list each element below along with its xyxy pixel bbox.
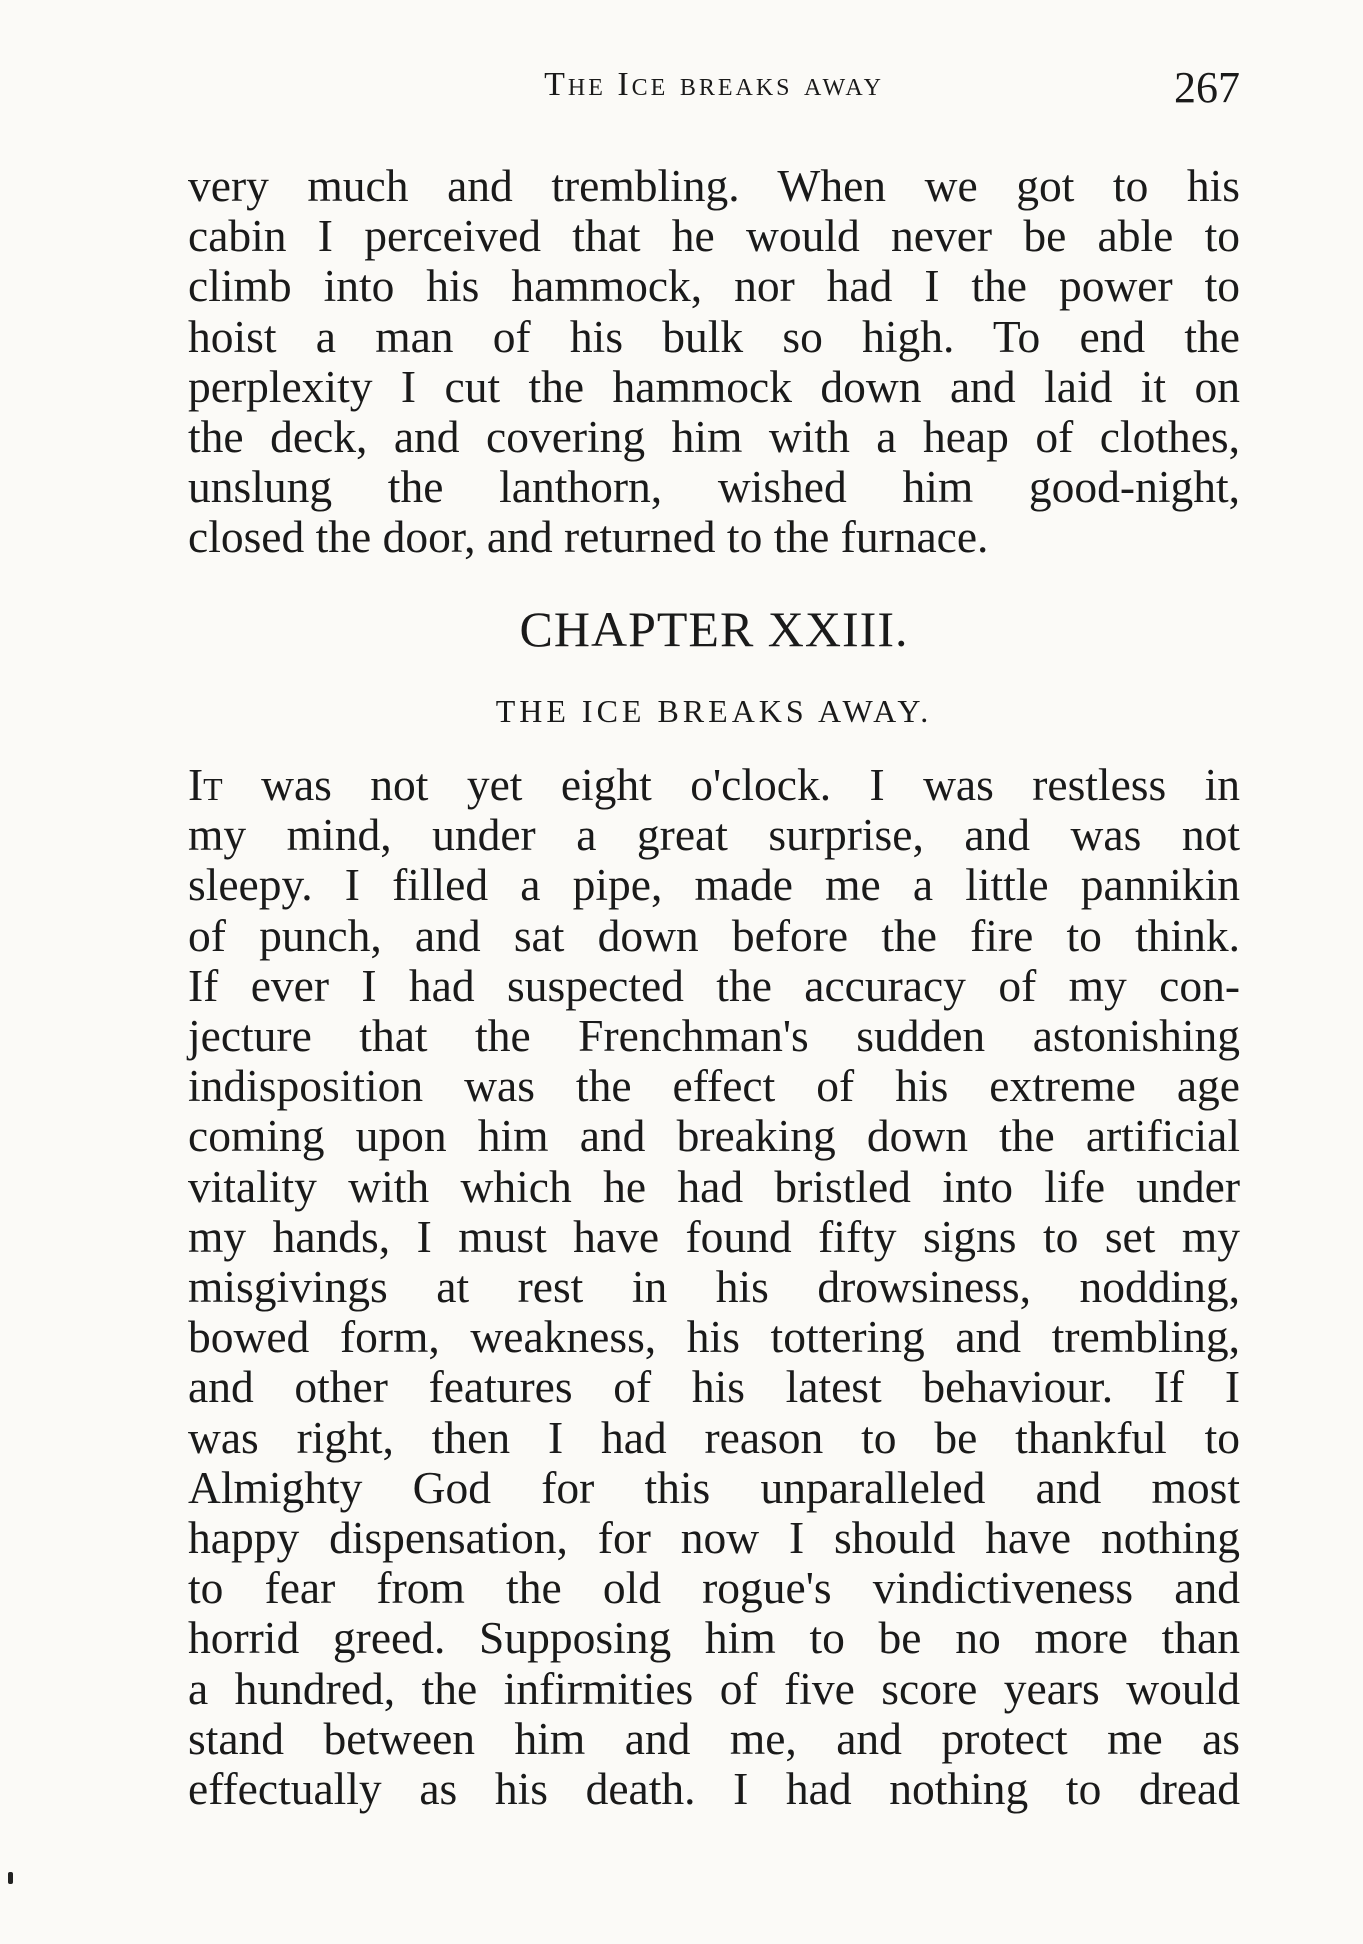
text-line: If ever I had suspected the accuracy of my con-: [188, 959, 1240, 1011]
text-line: vitality with which he had bristled into life under: [188, 1160, 1240, 1212]
text-line: cabin I perceived that he would never be able to: [188, 210, 1240, 262]
text-line: [188, 760, 1240, 810]
text-line: effectually as his death. I had nothing to dread: [188, 1763, 1240, 1815]
page-number: 267: [1174, 63, 1240, 112]
chapter-subtitle: THE ICE BREAKS AWAY.: [495, 693, 933, 729]
text-line: happy dispensation, for now I should have nothing: [188, 1512, 1240, 1564]
running-head: [188, 62, 1240, 122]
text-line: the deck, and covering him with a heap of clothes,: [188, 411, 1240, 463]
text-line: my mind, under a great surprise, and was not: [188, 809, 1240, 861]
text-line: closed the door, and returned to the furnace.: [188, 511, 989, 563]
lead-word: It: [188, 759, 223, 810]
chapter-opening-paragraph: [188, 760, 1240, 1814]
text-line: Almighty God for this unparalleled and most: [188, 1461, 1240, 1513]
text-line: coming upon him and breaking down the artificial: [188, 1110, 1240, 1162]
text-line: to fear from the old rogue's vindictiveness and: [188, 1562, 1240, 1614]
first-line-rest: was not yet eight o'clock. I was restless in: [222, 759, 1240, 810]
ink-speck: [8, 1872, 13, 1884]
running-title: The Ice breaks away: [544, 66, 884, 103]
text-line: and other features of his latest behaviour. If I: [188, 1361, 1240, 1413]
text-line: horrid greed. Supposing him to be no more than: [188, 1612, 1240, 1664]
text-line: hoist a man of his bulk so high. To end the: [188, 310, 1240, 362]
text-line: perplexity I cut the hammock down and laid it on: [188, 360, 1240, 412]
text-line: sleepy. I filled a pipe, made me a little pannikin: [188, 859, 1240, 911]
chapter-heading: CHAPTER XXIII.: [519, 601, 909, 657]
text-line: unslung the lanthorn, wished him good-night,: [188, 461, 1240, 513]
text-line: was right, then I had reason to be thankful to: [188, 1411, 1240, 1463]
text-line: a hundred, the infirmities of five score years would: [188, 1662, 1240, 1714]
text-line: indisposition was the effect of his extreme age: [188, 1060, 1240, 1112]
text-line: very much and trembling. When we got to his: [188, 160, 1240, 211]
text-line: of punch, and sat down before the fire to think.: [188, 909, 1240, 961]
text-line: stand between him and me, and protect me as: [188, 1712, 1240, 1764]
text-line: climb into his hammock, nor had I the power to: [188, 260, 1240, 312]
text-line: jecture that the Frenchman's sudden astonishing: [188, 1010, 1240, 1062]
paragraph-continued: [188, 161, 1240, 563]
text-line: my hands, I must have found fifty signs to set my: [188, 1210, 1240, 1262]
text-line: misgivings at rest in his drowsiness, nodding,: [188, 1261, 1240, 1313]
text-line: bowed form, weakness, his tottering and trembling,: [188, 1311, 1240, 1363]
